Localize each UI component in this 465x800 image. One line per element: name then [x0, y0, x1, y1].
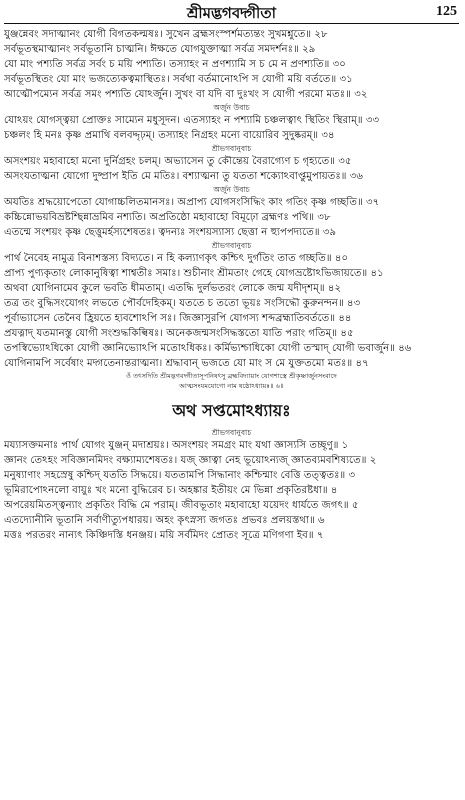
- page-number: 125: [436, 4, 457, 19]
- verse-line: ময্যাসক্তমনাঃ পার্থ যোগং যুঞ্জন্ মদাশ্রয়ঃ। অসংশয়ং সমগ্রং মাং যথা জ্ঞাস্যসি তচ্ছৃণু॥ ১: [4, 440, 349, 451]
- verse-line: প্রযত্নাদ্ যতমানস্তু যোগী সংশুদ্ধকিল্বিষঃ। অনেকজন্মসংসিদ্ধস্ততো যাতি পরাং গতিম্॥ ৪৫: [4, 328, 354, 339]
- speaker-label: অর্জুন উবাচ: [213, 103, 250, 112]
- running-title: শ্রীমদ্ভগবদ্গীতা: [187, 4, 276, 22]
- chapter-colophon: আত্মসংযমযোগো নাম ষষ্ঠোঽধ্যায়ঃ॥ ৬॥: [179, 382, 284, 390]
- verse-line: মত্তঃ পরতরং নান্যৎ কিঞ্চিদস্তি ধনঞ্জয়। ময়ি সর্বমিদং প্রোতং সূত্রে মণিগণা ইব॥ ৭: [4, 530, 324, 541]
- verse-line: সর্বভূতস্থিতং যো মাং ভজত্যেকত্বমাস্থিতঃ। সর্বথা বর্তমানোঽপি স যোগী ময়ি বর্ততে॥ ৩১: [4, 74, 353, 85]
- verse-line: অযতিঃ শ্রদ্ধয়োপেতো যোগাচ্চলিতমানসঃ। অপ্রাপ্য যোগসংসিদ্ধিং কাং গতিং কৃষ্ণ গচ্ছতি॥ ৩৭: [4, 197, 380, 208]
- verse-line: চঞ্চলং হি মনঃ কৃষ্ণ প্রমাথি বলবদ্দৃঢ়ম্। তস্যাহং নিগ্রহং মন্যে বায়োরিব সুদুষ্করম্॥ ৩৪: [4, 130, 335, 141]
- verse-line: মনুষ্যাণাং সহস্রেষু কশ্চিদ্ যততি সিদ্ধয়ে। যততামপি সিদ্ধানাং কশ্চিন্মাং বেত্তি তত্ত্বতঃ॥ ৩: [4, 470, 356, 481]
- verse-line: অপরেয়মিতস্ত্বন্যাং প্রকৃতিং বিদ্ধি মে পরাম্। জীবভূতাং মহাবাহো যয়েদং ধার্যতে জগৎ॥ ৫: [4, 500, 359, 511]
- speaker-label: শ্রীভগবানুবাচ: [211, 428, 252, 437]
- speaker-label: শ্রীভগবানুবাচ: [211, 241, 252, 250]
- verse-line: সর্বভূতস্থমাত্মানং সর্বভূতানি চাত্মনি। ঈক্ষতে যোগযুক্তাত্মা সর্বত্র সমদর্শনঃ॥ ২৯: [4, 44, 316, 55]
- verse-line: এতদ্যোনীনি ভূতানি সর্বাণীত্যুপধারয়। অহং কৃৎস্নস্য জগতঃ প্রভবঃ প্রলয়স্তথা॥ ৬: [4, 515, 325, 526]
- page-header: [4, 0, 459, 26]
- chapter-colophon: ওঁ তৎসদিতি শ্রীমদ্ভগবদ্গীতাসূপনিষৎসু ব্রহ্মবিদ্যায়াং যোগশাস্ত্রে শ্রীকৃষ্ণার্জুনসংবাদে: [126, 372, 337, 380]
- verse-line: অসংযতাত্মনা যোগো দুষ্প্রাপ ইতি মে মতিঃ। বশ্যাত্মনা তু যততা শক্যোঽবাপ্তুমুপায়তঃ॥ ৩৬: [4, 171, 364, 182]
- verse-line: পূর্বাভ্যাসেন তেনৈব হ্রিয়তে হ্যবশোঽপি সঃ। জিজ্ঞাসুরপি যোগস্য শব্দব্রহ্মাতিবর্ততে॥ ৪৪: [4, 313, 352, 324]
- chapter-heading: অথ সপ্তমোঽধ্যায়ঃ: [172, 401, 291, 420]
- verse-line: অসংশয়ং মহাবাহো মনো দুর্নিগ্রহং চলম্। অভ্যাসেন তু কৌন্তেয় বৈরাগ্যেণ চ গৃহ্যতে॥ ৩৫: [4, 156, 352, 167]
- verse-line: প্রাপ্য পুণ্যকৃতাং লোকানুষিত্বা শাশ্বতীঃ সমাঃ। শুচীনাং শ্রীমতাং গেহে যোগভ্রষ্টোঽভিজায়তে॥ ৪১: [4, 268, 384, 279]
- verse-line: যুঞ্জন্নেবং সদাত্মানং যোগী বিগতকল্মষঃ। সুখেন ব্রহ্মসংস্পর্শমত্যন্তং সুখমশ্নুতে॥ ২৮: [4, 29, 328, 40]
- verse-line: জ্ঞানং তেঽহং সবিজ্ঞানমিদং বক্ষ্যাম্যশেষতঃ। যজ্ জ্ঞাত্বা নেহ ভূয়োঽন্যজ্ জ্ঞাতব্যমবশিষ্যতে॥ ২: [4, 455, 377, 466]
- verse-line: তত্র তং বুদ্ধিসংযোগং লভতে পৌর্বদেহিকম্। যততে চ ততো ভূয়ঃ সংসিদ্ধৌ কুরুনন্দন॥ ৪৩: [4, 298, 361, 309]
- verse-line: এতন্মে সংশয়ং কৃষ্ণ ছেত্তুমর্হস্যশেষতঃ। ত্বদন্যঃ সংশয়স্যাস্য ছেত্তা ন হ্যুপপদ্যতে॥ ৩৯: [4, 227, 337, 238]
- verse-line: কচ্চিন্নোভয়বিভ্রষ্টশ্ছিন্নাভ্রমিব নশ্যতি। অপ্রতিষ্ঠো মহাবাহো বিমূঢ়ো ব্রহ্মণঃ পথি॥ ৩৮: [4, 212, 331, 223]
- verse-line: তপস্বিভ্যোঽধিকো যোগী জ্ঞানিভ্যোঽপি মতোঽধিকঃ। কর্মিভ্যশ্চাধিকো যোগী তস্মাদ্ যোগী ভবার্জুন॥ ৪৬: [4, 343, 412, 354]
- speaker-label: অর্জুন উবাচ: [213, 185, 250, 194]
- verse-line: ভূমিরাপোঽনলো বায়ুঃ খং মনো বুদ্ধিরেব চ। অহঙ্কার ইতীয়ং মে ভিন্না প্রকৃতিরষ্টধা॥ ৪: [4, 485, 338, 496]
- verse-line: পার্থ নৈবেহ নামুত্র বিনাশস্তস্য বিদ্যতে। ন হি কল্যাণকৃৎ কশ্চিৎ দুর্গতিং তাত গচ্ছতি॥ ৪০: [4, 253, 349, 264]
- verse-line: অথবা যোগিনামেব কুলে ভবতি ধীমতাম্। এতদ্ধি দুর্লভতরং লোকে জন্ম যদীদৃশম্॥ ৪২: [4, 283, 342, 294]
- verse-line: যোঽয়ং যোগস্ত্বয়া প্রোক্তঃ সাম্যেন মধুসূদন। এতস্যাহং ন পশ্যামি চঞ্চলত্বাৎ স্থিতিং স্থিরাম্॥ ৩৩: [4, 115, 380, 126]
- page-body: [4, 27, 459, 543]
- speaker-label: শ্রীভগবানুবাচ: [211, 144, 252, 153]
- header-rule: [4, 23, 459, 24]
- verse-line: যোগিনামপি সর্বেষাং মদ্গতেনান্তরাত্মনা। শ্রদ্ধাবান্ ভজতে যো মাং স মে যুক্ততমো মতঃ॥ ৪৭: [4, 358, 369, 369]
- verse-line: যো মাং পশ্যতি সর্বত্র সর্বং চ ময়ি পশ্যতি। তস্যাহং ন প্রণশ্যামি স চ মে ন প্রণশ্যতি॥ ৩০: [4, 59, 346, 70]
- verse-line: আত্মৌপম্যেন সর্বত্র সমং পশ্যতি যোঽর্জুন। সুখং বা যদি বা দুঃখং স যোগী পরমো মতঃ॥ ৩২: [4, 89, 368, 100]
